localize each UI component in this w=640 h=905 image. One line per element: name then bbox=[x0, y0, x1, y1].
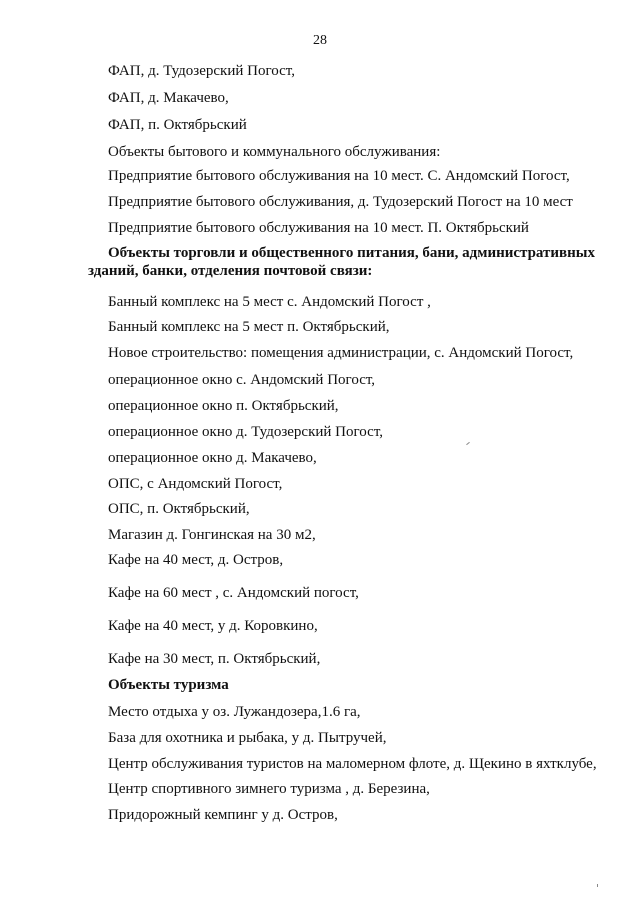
scan-speck bbox=[466, 442, 470, 445]
list-item: операционное окно с. Андомский Погост, bbox=[108, 372, 376, 388]
list-item: Банный комплекс на 5 мест с. Андомский Погост , bbox=[108, 294, 431, 310]
list-item: Центр обслуживания туристов на маломерном флоте, д. Щекино в яхтклубе, bbox=[108, 756, 597, 772]
list-item: Кафе на 30 мест, п. Октябрьский, bbox=[108, 651, 321, 667]
text-line: Предприятие бытового обслуживания, д. Тудозерский Погост на 10 мест bbox=[108, 194, 573, 210]
list-item: ОПС, п. Октябрьский, bbox=[108, 501, 250, 517]
list-item: ОПС, с Андомский Погост, bbox=[108, 476, 283, 492]
list-item: Придорожный кемпинг у д. Остров, bbox=[108, 807, 338, 823]
list-item: Банный комплекс на 5 мест п. Октябрьский, bbox=[108, 319, 390, 335]
list-item: База для охотника и рыбака, у д. Пытручей, bbox=[108, 730, 387, 746]
list-item: Центр спортивного зимнего туризма , д. Березина, bbox=[108, 781, 430, 797]
list-item: операционное окно д. Макачево, bbox=[108, 450, 317, 466]
scan-speck bbox=[597, 884, 598, 887]
list-item: операционное окно д. Тудозерский Погост, bbox=[108, 424, 383, 440]
list-item: Новое строительство: помещения администрации, с. Андомский Погост, bbox=[108, 345, 574, 361]
text-line: Объекты бытового и коммунального обслуживания: bbox=[108, 144, 441, 160]
text-line: ФАП, п. Октябрьский bbox=[108, 117, 247, 133]
section-heading-tourism: Объекты туризма bbox=[108, 677, 229, 693]
section-heading-trade-line1: Объекты торговли и общественного питания, бани, административных bbox=[108, 245, 595, 261]
text-line: ФАП, д. Тудозерский Погост, bbox=[108, 63, 295, 79]
list-item: операционное окно п. Октябрьский, bbox=[108, 398, 339, 414]
list-item: Магазин д. Гонгинская на 30 м2, bbox=[108, 527, 316, 543]
page-number: 28 bbox=[313, 33, 327, 48]
section-heading-trade-line2: зданий, банки, отделения почтовой связи: bbox=[88, 263, 373, 279]
text-line: ФАП, д. Макачево, bbox=[108, 90, 229, 106]
list-item: Кафе на 40 мест, у д. Коровкино, bbox=[108, 618, 318, 634]
text-line: Предприятие бытового обслуживания на 10 мест. П. Октябрьский bbox=[108, 220, 529, 236]
list-item: Кафе на 60 мест , с. Андомский погост, bbox=[108, 585, 359, 601]
text-line: Предприятие бытового обслуживания на 10 мест. С. Андомский Погост, bbox=[108, 168, 570, 184]
list-item: Кафе на 40 мест, д. Остров, bbox=[108, 552, 284, 568]
list-item: Место отдыха у оз. Лужандозера,1.6 га, bbox=[108, 704, 361, 720]
